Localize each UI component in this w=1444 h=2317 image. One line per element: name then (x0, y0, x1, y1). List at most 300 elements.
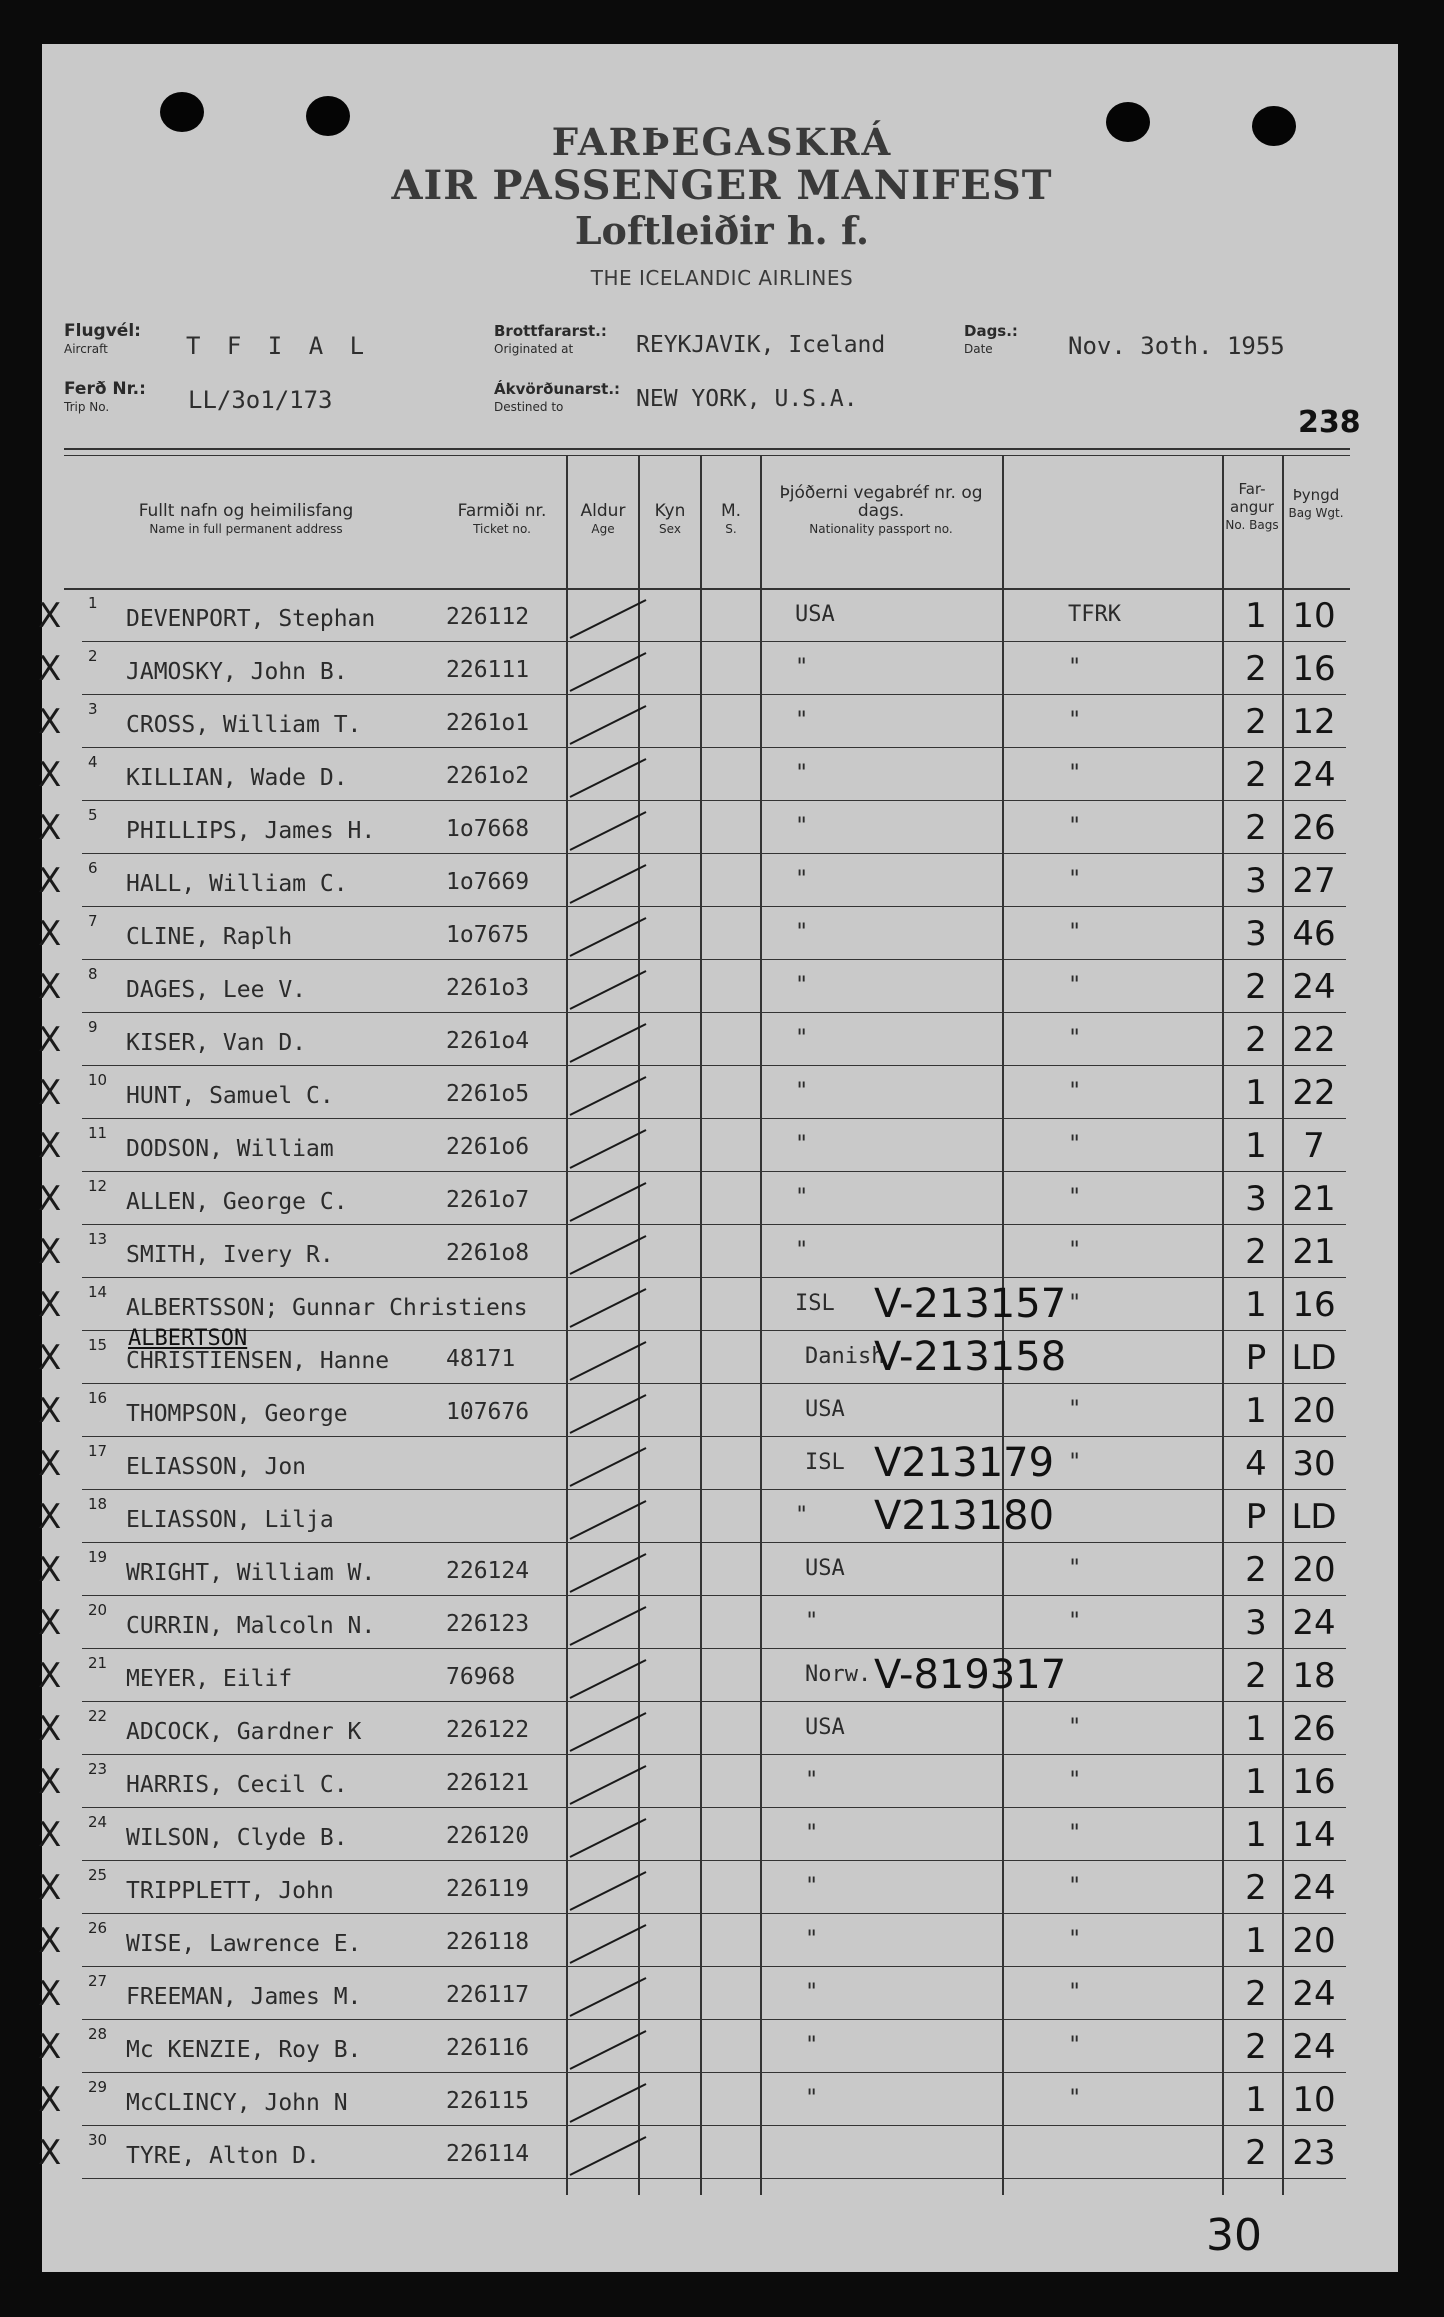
passenger-name: WILSON, Clyde B. (126, 1825, 348, 1851)
passenger-name: DEVENPORT, Stephan (126, 606, 376, 632)
bag-count: 4 (1245, 1444, 1267, 1484)
passport-number: V-819317 (874, 1652, 1067, 1698)
passenger-name: WRIGHT, William W. (126, 1560, 376, 1586)
row-number: 14 (88, 1283, 108, 1301)
nationality: " (795, 1185, 809, 1210)
nationality: " (795, 1503, 809, 1528)
aircraft-label: Flugvél: Aircraft (64, 321, 141, 356)
table-row (0, 2074, 1444, 2127)
row-rule (82, 1648, 1346, 1649)
bag-count: 2 (1245, 1974, 1267, 2014)
row-mark: X (38, 1444, 62, 1484)
nationality: " (805, 1874, 819, 1899)
row-number: 3 (88, 700, 98, 718)
bag-weight: 26 (1292, 808, 1336, 848)
ticket-number: 2261o1 (446, 710, 530, 736)
table-row (0, 2021, 1444, 2074)
destination-mark: " (1068, 1238, 1082, 1263)
row-mark: X (38, 2133, 62, 2173)
bag-count: 1 (1245, 1285, 1267, 1325)
row-mark: X (38, 702, 62, 742)
row-mark: X (38, 596, 62, 636)
destination-mark: " (1068, 1821, 1082, 1846)
destination-mark: " (1068, 1874, 1082, 1899)
table-row (0, 1703, 1444, 1756)
bag-weight: 22 (1292, 1020, 1336, 1060)
ticket-number: 2261o5 (446, 1081, 530, 1107)
age-checkmark (566, 1124, 650, 1170)
age-checkmark (566, 1018, 650, 1064)
row-rule (82, 906, 1346, 907)
row-number: 25 (88, 1866, 108, 1884)
row-mark: X (38, 861, 62, 901)
title-english: AIR PASSENGER MANIFEST (391, 162, 1053, 209)
bag-count: 2 (1245, 755, 1267, 795)
bag-weight: 10 (1292, 2080, 1336, 2120)
bag-count: 2 (1245, 1868, 1267, 1908)
passenger-name: THOMPSON, George (126, 1401, 348, 1427)
row-number: 15 (88, 1336, 108, 1354)
row-rule (82, 641, 1346, 642)
bag-weight: 24 (1292, 2027, 1336, 2067)
ticket-number: 226124 (446, 1558, 530, 1584)
passport-number: V-213157 (874, 1281, 1067, 1327)
age-checkmark (566, 912, 650, 958)
age-checkmark (566, 700, 650, 746)
destination-mark: " (1068, 1556, 1082, 1581)
destination-mark: " (1068, 1609, 1082, 1634)
nationality: " (795, 655, 809, 680)
table-row (0, 1279, 1444, 1332)
passenger-name: McCLINCY, John N (126, 2090, 348, 2116)
row-number: 6 (88, 859, 98, 877)
row-number: 22 (88, 1707, 108, 1725)
destination-mark: " (1068, 814, 1082, 839)
row-number: 19 (88, 1548, 108, 1566)
row-rule (82, 1012, 1346, 1013)
ticket-number: 2261o4 (446, 1028, 530, 1054)
nationality: " (795, 761, 809, 786)
bag-weight: 12 (1292, 702, 1336, 742)
destination-mark: TFRK (1068, 602, 1121, 627)
age-checkmark (566, 1071, 650, 1117)
nationality: USA (795, 602, 835, 627)
destination-mark: " (1068, 1397, 1082, 1422)
row-mark: X (38, 1762, 62, 1802)
table-row (0, 908, 1444, 961)
age-checkmark (566, 965, 650, 1011)
passenger-name: WISE, Lawrence E. (126, 1931, 362, 1957)
table-top-rule-2 (64, 455, 1350, 456)
ticket-number: 226121 (446, 1770, 530, 1796)
destination-mark: " (1068, 1026, 1082, 1051)
col-header-sex: Kyn Sex (654, 501, 686, 536)
row-number: 11 (88, 1124, 108, 1142)
nationality: " (795, 867, 809, 892)
bag-count: 3 (1245, 914, 1267, 954)
table-row (0, 590, 1444, 643)
destination-mark: " (1068, 1291, 1082, 1316)
col-header-ticket: Farmiði nr. Ticket no. (457, 501, 547, 536)
passenger-name: KISER, Van D. (126, 1030, 307, 1056)
col-header-age: Aldur Age (580, 501, 626, 536)
table-top-rule (64, 448, 1350, 450)
destination-mark: " (1068, 655, 1082, 680)
nationality: " (805, 2033, 819, 2058)
table-row (0, 1491, 1444, 1544)
passenger-name: JAMOSKY, John B. (126, 659, 348, 685)
nationality: ISL (795, 1291, 835, 1316)
bag-count: 3 (1245, 1603, 1267, 1643)
row-rule (82, 1913, 1346, 1914)
bag-count: 1 (1245, 1762, 1267, 1802)
destination-mark: " (1068, 1450, 1082, 1475)
row-rule (82, 1330, 1346, 1331)
age-checkmark (566, 2025, 650, 2071)
age-checkmark (566, 1601, 650, 1647)
table-row (0, 961, 1444, 1014)
col-header-name: Fullt nafn og heimilisfang Name in full permanent address (138, 501, 354, 536)
bag-weight: 22 (1292, 1073, 1336, 1113)
bag-weight: 20 (1292, 1921, 1336, 1961)
table-row (0, 1650, 1444, 1703)
row-mark: X (38, 1709, 62, 1749)
row-rule (82, 1595, 1346, 1596)
ticket-number: 226119 (446, 1876, 530, 1902)
table-row (0, 749, 1444, 802)
row-number: 29 (88, 2078, 108, 2096)
nationality: " (805, 1821, 819, 1846)
age-checkmark (566, 1972, 650, 2018)
row-rule (82, 959, 1346, 960)
ticket-number: 226122 (446, 1717, 530, 1743)
table-row (0, 1014, 1444, 1067)
age-checkmark (566, 2131, 650, 2177)
passenger-name: DODSON, William (126, 1136, 334, 1162)
nationality: " (805, 2086, 819, 2111)
bag-count: 2 (1245, 1550, 1267, 1590)
row-rule (82, 853, 1346, 854)
ticket-number: 2261o7 (446, 1187, 530, 1213)
ticket-number: 226118 (446, 1929, 530, 1955)
row-rule (82, 2178, 1346, 2179)
passenger-name: TYRE, Alton D. (126, 2143, 320, 2169)
row-rule (82, 1542, 1346, 1543)
destination-mark: " (1068, 2033, 1082, 2058)
ticket-number: 2261o6 (446, 1134, 530, 1160)
row-mark: X (38, 1285, 62, 1325)
bag-weight: 20 (1292, 1550, 1336, 1590)
passenger-name: PHILLIPS, James H. (126, 818, 376, 844)
date-value: Nov. 3oth. 1955 (1068, 332, 1285, 360)
row-mark: X (38, 1656, 62, 1696)
row-mark: X (38, 808, 62, 848)
bag-weight: 21 (1292, 1232, 1336, 1272)
passenger-name: CURRIN, Malcoln N. (126, 1613, 376, 1639)
bag-weight: LD (1291, 1338, 1337, 1378)
nationality: " (795, 1026, 809, 1051)
row-mark: X (38, 914, 62, 954)
row-number: 8 (88, 965, 98, 983)
destination-mark: " (1068, 1079, 1082, 1104)
bag-count: 2 (1245, 649, 1267, 689)
bag-count: 2 (1245, 1232, 1267, 1272)
passenger-name: ELIASSON, Jon (126, 1454, 307, 1480)
ticket-number: 76968 (446, 1664, 516, 1690)
table-row (0, 643, 1444, 696)
row-number: 23 (88, 1760, 108, 1778)
nationality: " (795, 920, 809, 945)
row-number: 20 (88, 1601, 108, 1619)
destination-mark: " (1068, 1715, 1082, 1740)
destination-mark: " (1068, 1185, 1082, 1210)
table-row (0, 802, 1444, 855)
row-mark: X (38, 1179, 62, 1219)
row-rule (82, 1966, 1346, 1967)
row-mark: X (38, 2080, 62, 2120)
row-mark: X (38, 2027, 62, 2067)
passenger-name: HARRIS, Cecil C. (126, 1772, 348, 1798)
row-mark: X (38, 649, 62, 689)
row-rule (82, 1701, 1346, 1702)
table-row (0, 1173, 1444, 1226)
bag-weight: 16 (1292, 649, 1336, 689)
table-row (0, 1597, 1444, 1650)
passenger-name: MEYER, Eilif (126, 1666, 293, 1692)
row-number: 27 (88, 1972, 108, 1990)
row-mark: X (38, 1921, 62, 1961)
nationality: USA (805, 1715, 845, 1740)
bag-weight: 24 (1292, 1974, 1336, 2014)
row-rule (82, 1754, 1346, 1755)
ticket-number: 226111 (446, 657, 530, 683)
passport-number: V213180 (874, 1493, 1055, 1539)
ticket-number: 1o7669 (446, 869, 530, 895)
destination-mark: " (1068, 1132, 1082, 1157)
age-checkmark (566, 859, 650, 905)
row-number: 9 (88, 1018, 98, 1036)
age-checkmark (566, 1442, 650, 1488)
passenger-name: CHRISTIENSEN, Hanne (126, 1348, 390, 1374)
table-row (0, 1809, 1444, 1862)
bag-count: 3 (1245, 861, 1267, 901)
passenger-name: HALL, William C. (126, 871, 348, 897)
bag-weight: 23 (1292, 2133, 1336, 2173)
destination-mark: " (1068, 1927, 1082, 1952)
row-number: 13 (88, 1230, 108, 1248)
nationality: " (795, 1079, 809, 1104)
nationality: Norw. (805, 1662, 872, 1687)
row-number: 17 (88, 1442, 108, 1460)
table-row (0, 1544, 1444, 1597)
bag-count: 2 (1245, 967, 1267, 1007)
bag-count: 1 (1245, 1815, 1267, 1855)
row-mark: X (38, 1232, 62, 1272)
row-mark: X (38, 1603, 62, 1643)
passenger-name: DAGES, Lee V. (126, 977, 307, 1003)
bag-weight: 14 (1292, 1815, 1336, 1855)
destination-mark: " (1068, 2086, 1082, 2111)
bag-weight: 24 (1292, 967, 1336, 1007)
row-rule (82, 1383, 1346, 1384)
bag-weight: 46 (1292, 914, 1336, 954)
bag-weight: 24 (1292, 755, 1336, 795)
passenger-name: CLINE, Raplh (126, 924, 293, 950)
nationality: USA (805, 1397, 845, 1422)
title-icelandic: FARÞEGASKRÁ (551, 120, 893, 164)
age-checkmark (566, 2078, 650, 2124)
table-row (0, 1756, 1444, 1809)
origin-label: Brottfararst.: Originated at (494, 322, 607, 356)
bag-count: 1 (1245, 2080, 1267, 2120)
col-header-bags: Far- angur No. Bags (1225, 480, 1279, 532)
age-checkmark (566, 1283, 650, 1329)
row-mark: X (38, 1974, 62, 2014)
passenger-name: Mc KENZIE, Roy B. (126, 2037, 362, 2063)
age-checkmark (566, 1919, 650, 1965)
table-row (0, 1120, 1444, 1173)
passenger-name: CROSS, William T. (126, 712, 362, 738)
aircraft-value: T F I A L (186, 332, 371, 360)
row-rule (82, 2125, 1346, 2126)
age-checkmark (566, 594, 650, 640)
bag-count: 1 (1245, 1391, 1267, 1431)
row-mark: X (38, 967, 62, 1007)
passenger-name: HUNT, Samuel C. (126, 1083, 334, 1109)
row-mark: X (38, 1391, 62, 1431)
nationality: " (795, 973, 809, 998)
nationality: " (805, 1927, 819, 1952)
row-mark: X (38, 1815, 62, 1855)
origin-value: REYKJAVIK, Iceland (636, 332, 886, 358)
row-mark: X (38, 1338, 62, 1378)
bag-weight: 27 (1292, 861, 1336, 901)
table-row (0, 1915, 1444, 1968)
bag-count: 2 (1245, 1656, 1267, 1696)
ticket-number: 226115 (446, 2088, 530, 2114)
nationality: ISL (805, 1450, 845, 1475)
age-checkmark (566, 647, 650, 693)
row-rule (82, 2072, 1346, 2073)
page-number: 238 (1298, 405, 1361, 440)
destination-mark: " (1068, 708, 1082, 733)
age-checkmark (566, 1813, 650, 1859)
bag-weight: 24 (1292, 1603, 1336, 1643)
row-rule (82, 800, 1346, 801)
row-number: 7 (88, 912, 98, 930)
row-mark: X (38, 1073, 62, 1113)
age-checkmark (566, 1548, 650, 1594)
passenger-name: FREEMAN, James M. (126, 1984, 362, 2010)
age-checkmark (566, 1177, 650, 1223)
bag-count: 3 (1245, 1179, 1267, 1219)
table-row (0, 1226, 1444, 1279)
row-rule (82, 1277, 1346, 1278)
ticket-number: 2261o3 (446, 975, 530, 1001)
table-row (0, 2127, 1444, 2180)
destination-mark: " (1068, 867, 1082, 892)
passenger-name: ADCOCK, Gardner K (126, 1719, 362, 1745)
age-checkmark (566, 1336, 650, 1382)
destination-mark: " (1068, 761, 1082, 786)
bag-weight: 20 (1292, 1391, 1336, 1431)
destination-label: Ákvörðunarst.: Destined to (494, 380, 621, 414)
ticket-number: 48171 (446, 1346, 516, 1372)
passenger-name: SMITH, Ivery R. (126, 1242, 334, 1268)
total-count: 30 (1206, 2210, 1262, 2261)
bag-weight: 30 (1292, 1444, 1336, 1484)
nationality: " (805, 1609, 819, 1634)
table-row (0, 1385, 1444, 1438)
passenger-name: ELIASSON, Lilja (126, 1507, 334, 1533)
nationality: Danish (805, 1344, 885, 1369)
bag-count: P (1245, 1338, 1267, 1378)
nationality: " (795, 1238, 809, 1263)
row-number: 12 (88, 1177, 108, 1195)
nationality: " (805, 1980, 819, 2005)
destination-mark: " (1068, 1768, 1082, 1793)
row-number: 30 (88, 2131, 108, 2149)
age-checkmark (566, 1230, 650, 1276)
bag-weight: 26 (1292, 1709, 1336, 1749)
ticket-number: 2261o8 (446, 1240, 530, 1266)
row-rule (82, 1860, 1346, 1861)
table-row (0, 696, 1444, 749)
row-number: 4 (88, 753, 98, 771)
row-number: 18 (88, 1495, 108, 1513)
passenger-name: ALLEN, George C. (126, 1189, 348, 1215)
table-row (0, 1438, 1444, 1491)
passport-number: V213179 (874, 1440, 1055, 1486)
age-checkmark (566, 1760, 650, 1806)
bag-weight: 18 (1292, 1656, 1336, 1696)
bag-weight: LD (1291, 1497, 1337, 1537)
col-header-nationality: Þjóðerni vegabréf nr. og dags. Nationality passport no. (779, 483, 983, 536)
nationality: " (795, 708, 809, 733)
row-rule (82, 1436, 1346, 1437)
bag-count: 2 (1245, 2027, 1267, 2067)
passenger-name: ALBERTSSON; Gunnar Christiens (126, 1295, 528, 1321)
row-rule (82, 1807, 1346, 1808)
passenger-name: TRIPPLETT, John (126, 1878, 334, 1904)
row-rule (82, 694, 1346, 695)
row-mark: X (38, 1126, 62, 1166)
age-checkmark (566, 1707, 650, 1753)
row-rule (82, 1065, 1346, 1066)
row-rule (82, 1171, 1346, 1172)
ticket-number: 226117 (446, 1982, 530, 2008)
date-label: Dags.: Date (964, 322, 1018, 356)
bag-count: 1 (1245, 1073, 1267, 1113)
passenger-name: KILLIAN, Wade D. (126, 765, 348, 791)
row-rule (82, 1224, 1346, 1225)
trip-label: Ferð Nr.: Trip No. (64, 379, 146, 414)
nationality: " (795, 814, 809, 839)
row-number: 1 (88, 594, 98, 612)
nationality: USA (805, 1556, 845, 1581)
ticket-number: 2261o2 (446, 763, 530, 789)
ticket-number: 226120 (446, 1823, 530, 1849)
ticket-number: 107676 (446, 1399, 530, 1425)
company-subtitle: THE ICELANDIC AIRLINES (590, 266, 854, 290)
age-checkmark (566, 753, 650, 799)
table-row (0, 1968, 1444, 2021)
row-number: 5 (88, 806, 98, 824)
ticket-number: 226112 (446, 604, 530, 630)
row-number: 28 (88, 2025, 108, 2043)
age-checkmark (566, 1495, 650, 1541)
destination-mark: " (1068, 973, 1082, 998)
